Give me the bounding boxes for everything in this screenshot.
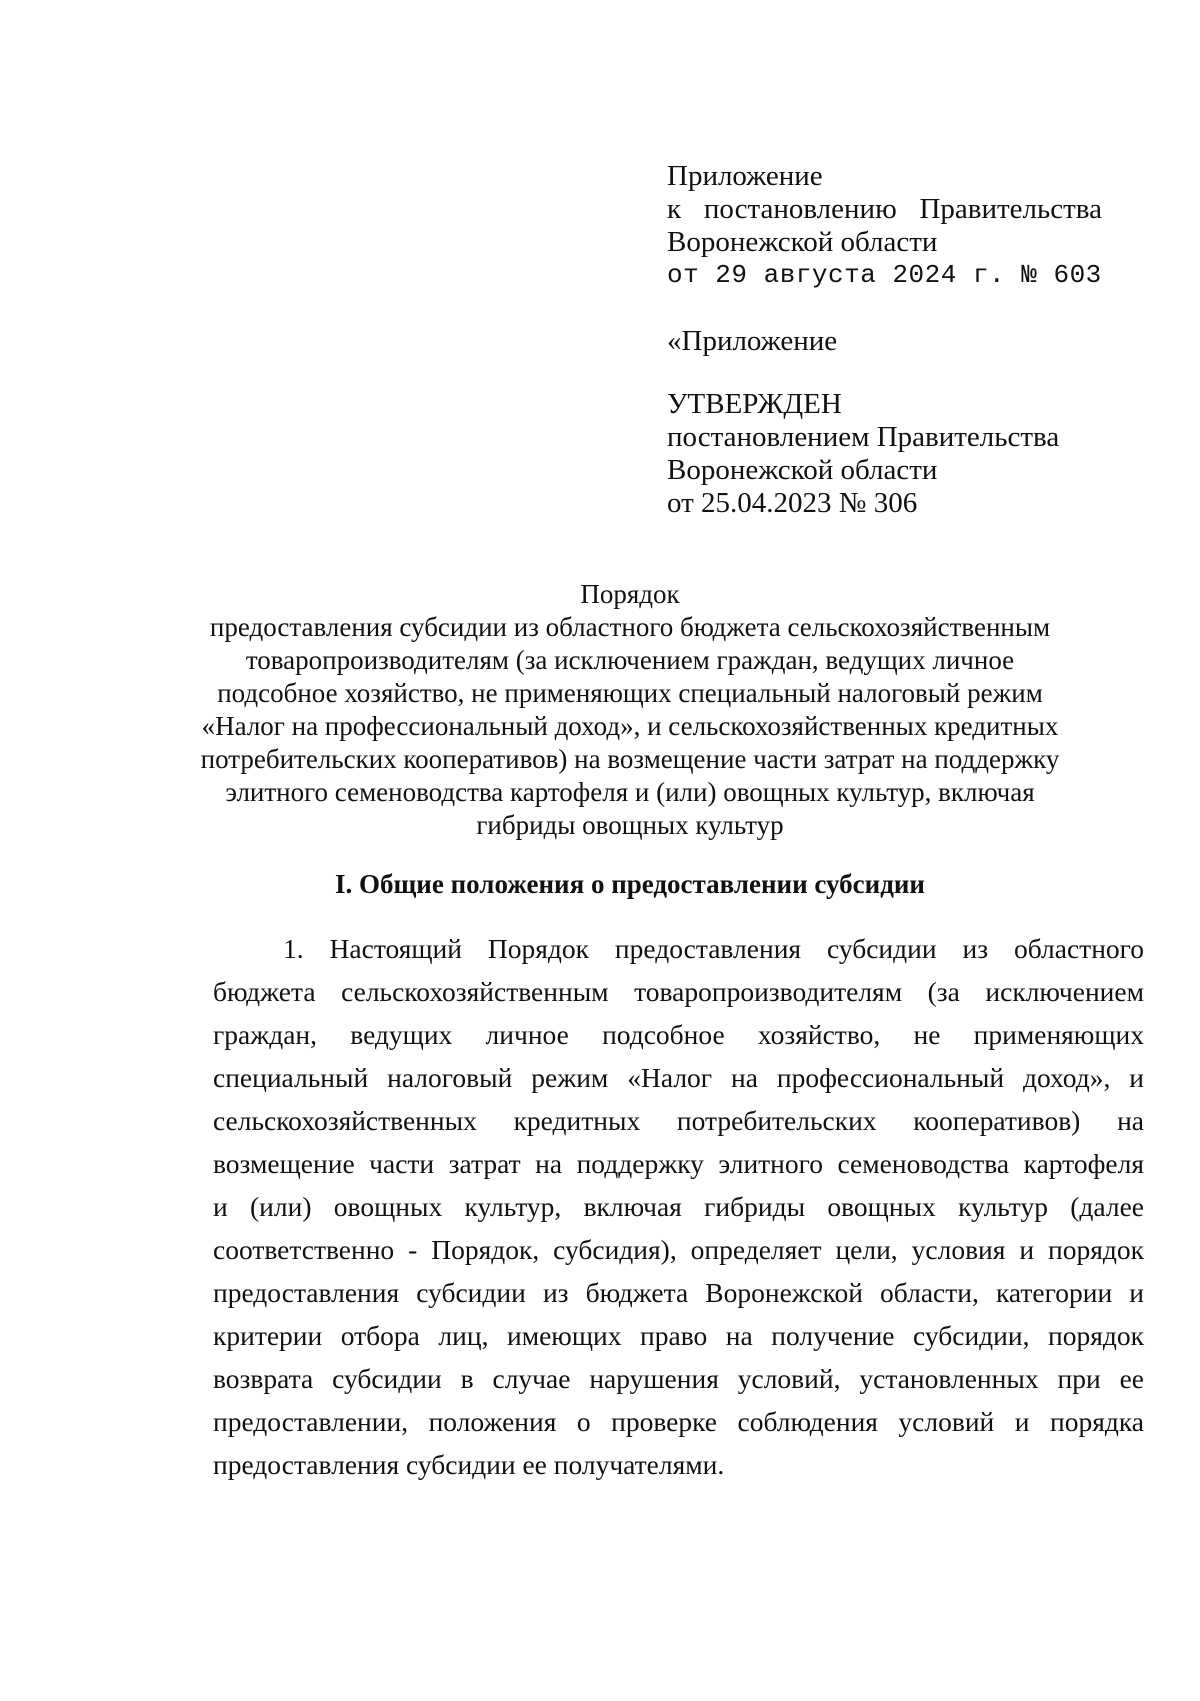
paragraph-line: возврата субсидии в случае нарушения условий, установленных при ее: [213, 1363, 1144, 1394]
document-title: [150, 578, 1110, 842]
title-line: элитного семеноводства картофеля и (или) овощных культур, включая: [225, 777, 1035, 807]
paragraph-line: соответственно - Порядок, субсидия), определяет цели, условия и порядок: [213, 1234, 1144, 1265]
attachment-label: Приложение: [667, 160, 823, 192]
paragraph-line: предоставлении, положения о проверке соблюдения условий и порядка: [213, 1406, 1144, 1437]
attachment-region: Воронежской области: [667, 226, 938, 258]
title-line: гибриды овощных культур: [476, 810, 784, 840]
title-line: Порядок: [580, 579, 680, 609]
paragraph-line: бюджета сельскохозяйственным товаропроизводителям (за исключением: [213, 976, 1144, 1007]
attachment-block: [667, 160, 1107, 292]
title-line: потребительских кооперативов) на возмещение части затрат на поддержку: [200, 744, 1060, 774]
section-heading: I. Общие положения о предоставлении субсидии: [335, 869, 925, 899]
approved-date-number: от 25.04.2023 № 306: [667, 487, 918, 519]
attachment-date-number: от 29 августа 2024 г. № 603: [667, 260, 1102, 290]
paragraph-line: предоставления субсидии ее получателями.: [213, 1449, 725, 1480]
approved-by: постановлением Правительства: [667, 421, 1060, 453]
paragraph-line: и (или) овощных культур, включая гибриды овощных культур (далее: [213, 1191, 1144, 1222]
attachment-word: к: [667, 193, 682, 225]
approved-block: [667, 388, 1059, 520]
paragraph-line: специальный налоговый режим «Налог на профессиональный доход», и: [213, 1062, 1144, 1093]
attachment-resolution-line: [667, 193, 1102, 226]
quoted-attachment-label: «Приложение: [667, 325, 838, 357]
title-line: предоставления субсидии из областного бюджета сельскохозяйственным: [209, 612, 1051, 642]
paragraph-line: граждан, ведущих личное подсобное хозяйство, не применяющих: [213, 1019, 1144, 1050]
approved-label: УТВЕРЖДЕН: [667, 388, 842, 420]
attachment-word: постановлению: [703, 193, 897, 225]
paragraph-line: 1. Настоящий Порядок предоставления субсидии из областного: [283, 933, 1144, 964]
title-line: товаропроизводителям (за исключением граждан, ведущих личное: [245, 645, 1015, 675]
title-line: «Налог на профессиональный доход», и сельскохозяйственных кредитных: [201, 711, 1059, 741]
paragraph-line: предоставления субсидии из бюджета Воронежской области, категории и: [213, 1277, 1144, 1308]
paragraph-line: возмещение части затрат на поддержку элитного семеноводства картофеля: [213, 1148, 1144, 1179]
approved-region: Воронежской области: [667, 454, 938, 486]
paragraph-line: сельскохозяйственных кредитных потребительских кооперативов) на: [213, 1105, 1144, 1136]
paragraph-line: критерии отбора лиц, имеющих право на получение субсидии, порядок: [213, 1320, 1144, 1351]
attachment-word: Правительства: [919, 193, 1102, 225]
title-line: подсобное хозяйство, не применяющих специальный налоговый режим: [217, 678, 1043, 708]
